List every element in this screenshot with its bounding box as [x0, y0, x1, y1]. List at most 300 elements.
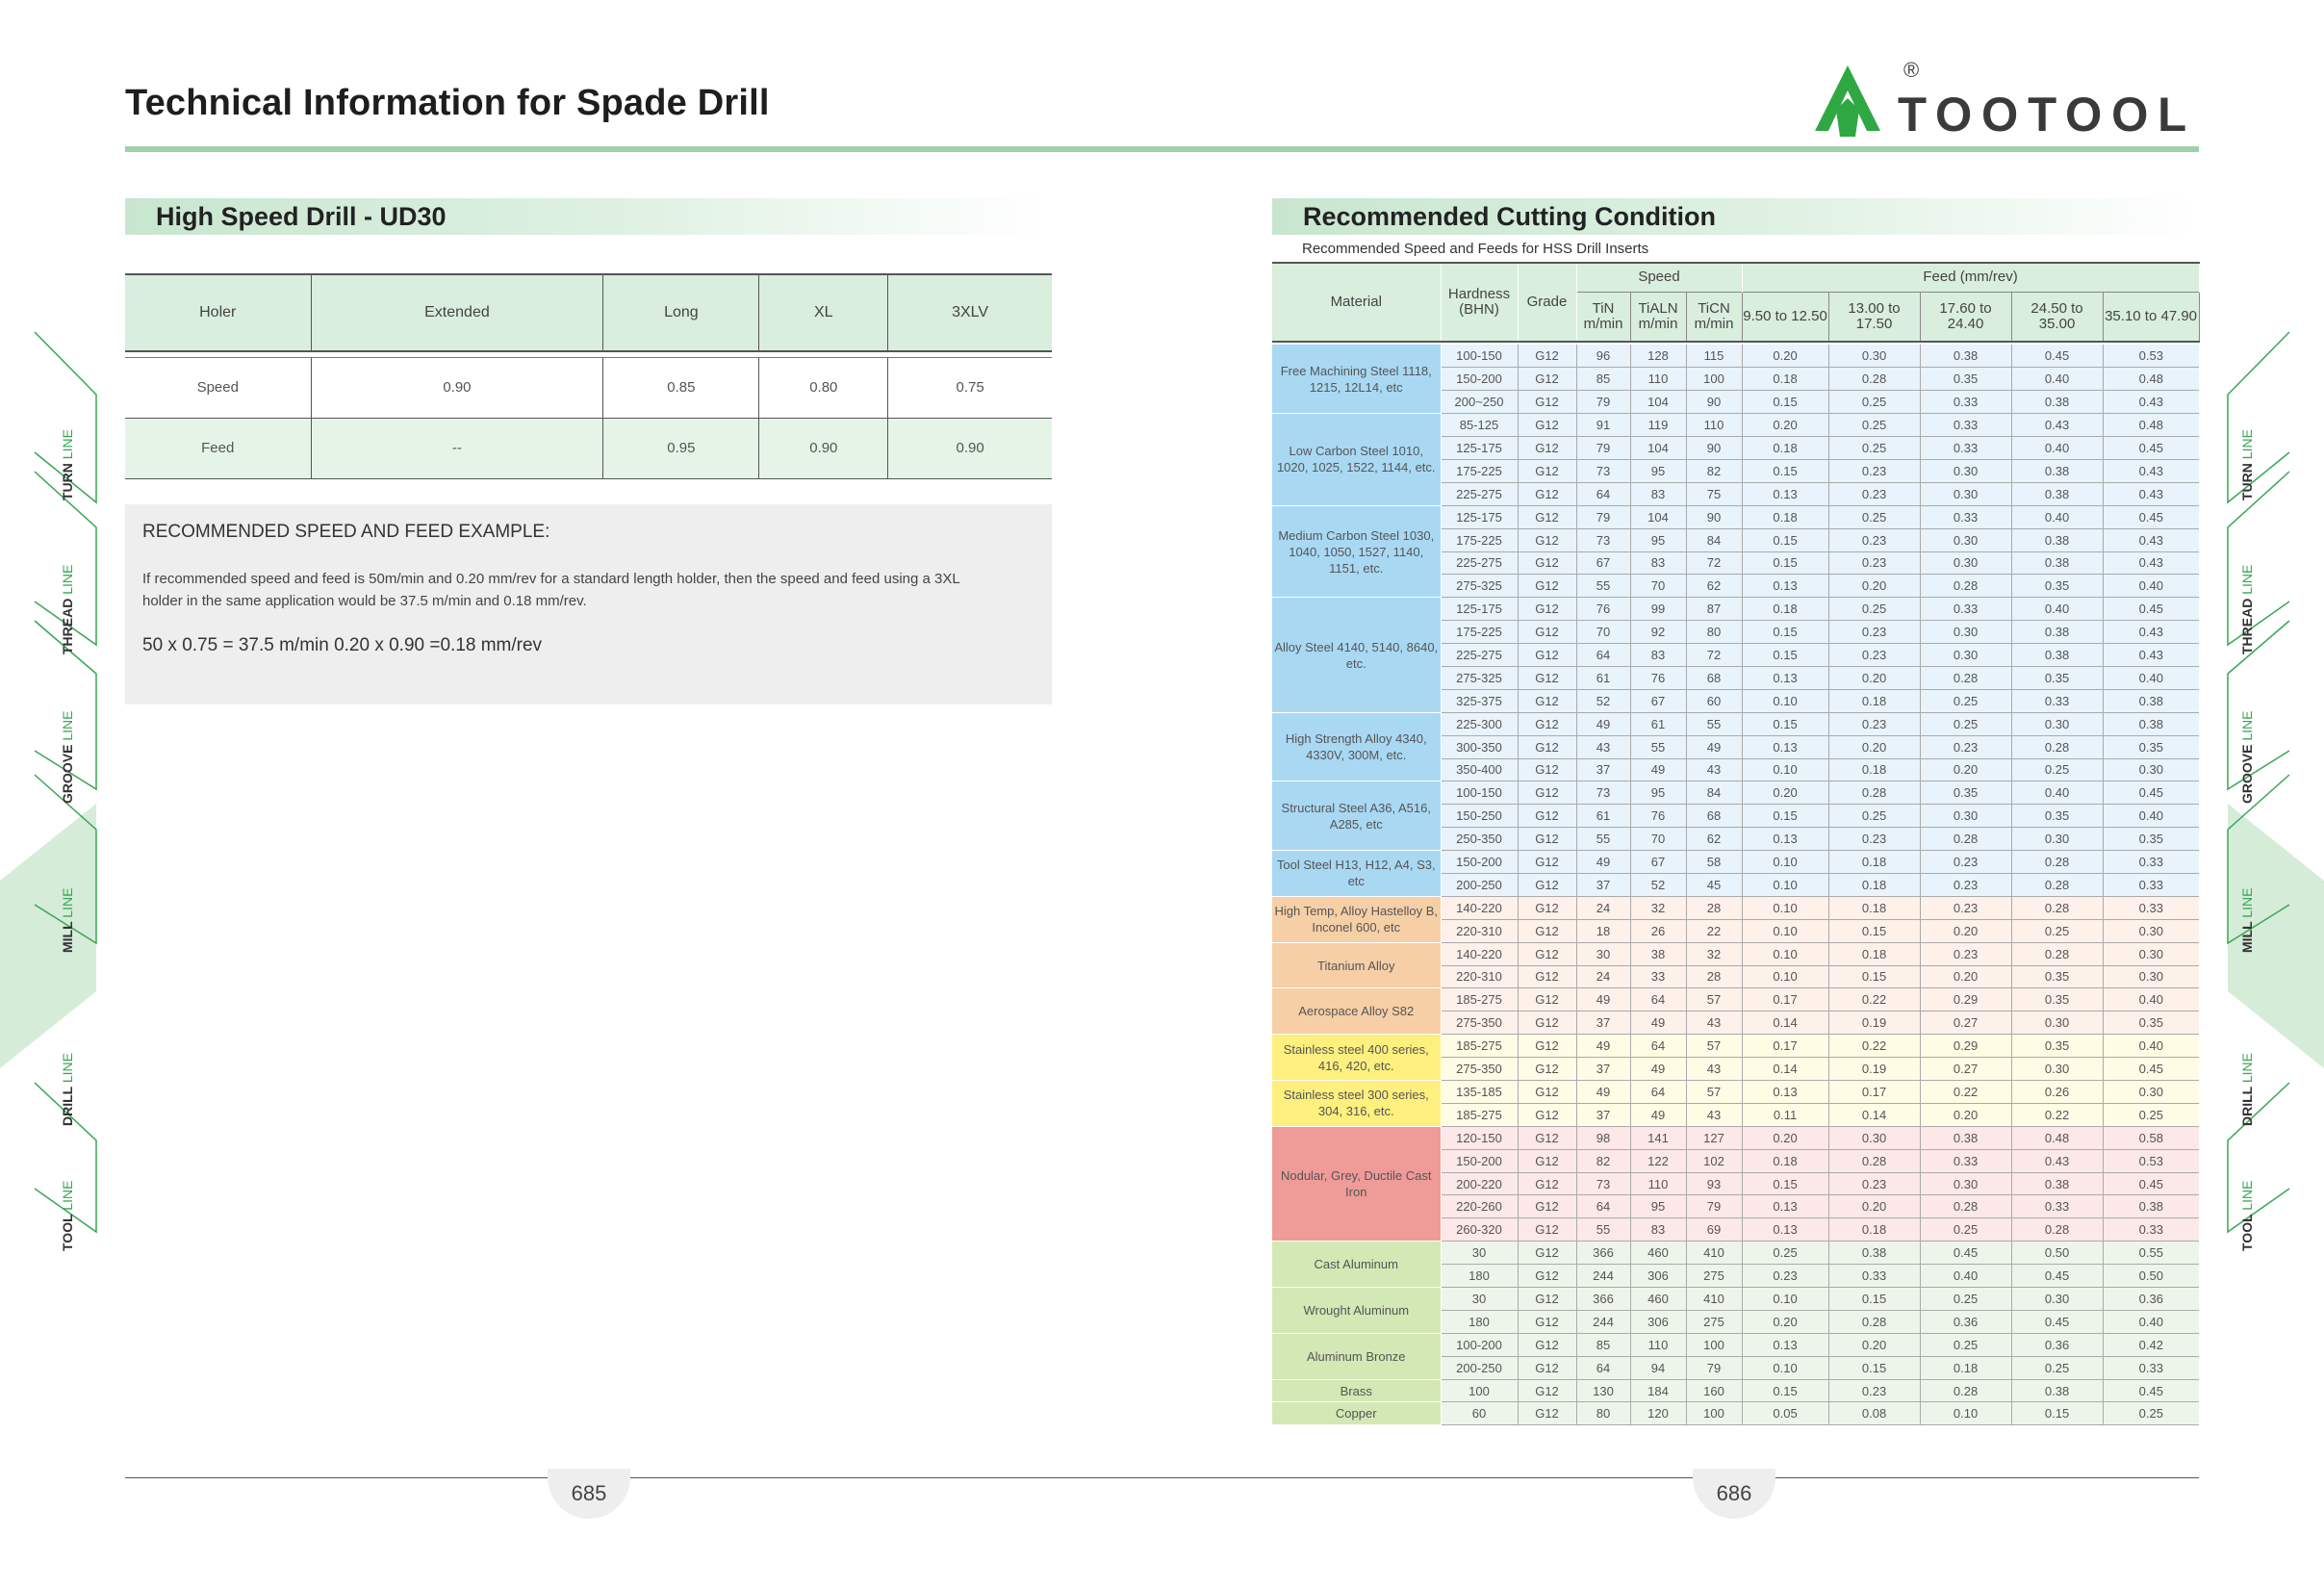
- speed-header: Speed: [1576, 263, 1742, 292]
- tab-drill-line[interactable]: [2239, 1053, 2255, 1126]
- table-cell: 0.23: [1828, 1172, 1920, 1195]
- tab-label-bold: GROOVE: [2239, 744, 2255, 804]
- table-cell: 0.33: [2103, 873, 2199, 896]
- table-cell: 0.28: [1920, 575, 2011, 598]
- feed-col-header: 17.60 to 24.40: [1920, 292, 2011, 342]
- table-cell: G12: [1518, 1218, 1576, 1242]
- table-cell: 0.08: [1828, 1402, 1920, 1425]
- tab-label-bold: TURN: [60, 463, 75, 500]
- table-cell: 95: [1630, 1195, 1686, 1218]
- table-cell: G12: [1518, 551, 1576, 575]
- table-cell: 0.29: [1920, 988, 2011, 1012]
- table-cell: 0.25: [2103, 1103, 2199, 1126]
- table-cell: 0.33: [1920, 505, 2011, 528]
- tab-turn-line[interactable]: [2239, 429, 2255, 500]
- table-cell: 0.20: [1828, 1333, 1920, 1356]
- table-cell: 43: [1686, 1012, 1742, 1035]
- table-cell: 32: [1630, 896, 1686, 919]
- table-cell: 366: [1576, 1242, 1630, 1265]
- table-cell: 275: [1686, 1310, 1742, 1333]
- table-cell: 0.15: [1828, 919, 1920, 942]
- tab-drill-line[interactable]: [60, 1053, 75, 1126]
- table-cell: 0.38: [2011, 1379, 2103, 1402]
- table-cell: 150-200: [1441, 1149, 1518, 1172]
- table-cell: 0.20: [1828, 1195, 1920, 1218]
- table-cell: 0.45: [2103, 1058, 2199, 1081]
- table-cell: 33: [1630, 965, 1686, 988]
- table-cell: G12: [1518, 781, 1576, 805]
- table-cell: 0.35: [2011, 1035, 2103, 1058]
- table-cell: 0.35: [1920, 368, 2011, 391]
- table-cell: 0.38: [2011, 551, 2103, 575]
- table-cell: 260-320: [1441, 1218, 1518, 1242]
- table-row: [1272, 345, 2199, 368]
- table-cell: 0.29: [1920, 1035, 2011, 1058]
- tab-label-line: LINE: [60, 1180, 75, 1211]
- table-cell: 0.28: [1920, 1379, 2011, 1402]
- material-cell: Free Machining Steel 1118, 1215, 12L14, etc: [1272, 345, 1441, 414]
- table-cell: 175-225: [1441, 528, 1518, 551]
- table-cell: 0.18: [1920, 1356, 2011, 1379]
- table-cell: 0.35: [2103, 828, 2199, 851]
- table-cell: 0.18: [1828, 689, 1920, 712]
- table-cell: 0.28: [1920, 666, 2011, 689]
- tab-label-line: LINE: [2239, 1180, 2255, 1211]
- table-cell: 64: [1630, 988, 1686, 1012]
- material-cell: Aerospace Alloy S82: [1272, 988, 1441, 1035]
- table-cell: 0.10: [1742, 919, 1828, 942]
- material-cell: Structural Steel A36, A516, A285, etc: [1272, 781, 1441, 851]
- logo-registered: ®: [1903, 58, 1920, 82]
- table-cell: 0.33: [1920, 391, 2011, 414]
- table-cell: 0.13: [1742, 666, 1828, 689]
- table-cell: 0.17: [1828, 1081, 1920, 1104]
- table-cell: 0.17: [1742, 988, 1828, 1012]
- table-cell: 45: [1686, 873, 1742, 896]
- page-number-right: 686: [1693, 1469, 1775, 1519]
- tab-tool-line[interactable]: [2239, 1181, 2255, 1251]
- table-cell: G12: [1518, 758, 1576, 781]
- tab-thread-line[interactable]: [2239, 565, 2255, 654]
- table-cell: 0.18: [1742, 1149, 1828, 1172]
- table-cell: 0.23: [1828, 621, 1920, 644]
- table-cell: 0.42: [2103, 1333, 2199, 1356]
- table-cell: 0.40: [2011, 368, 2103, 391]
- table-cell: 37: [1576, 873, 1630, 896]
- table-cell: 0.10: [1742, 896, 1828, 919]
- table-cell: 0.45: [2011, 1310, 2103, 1333]
- table-cell: 0.18: [1828, 896, 1920, 919]
- table-cell: 0.33: [2103, 896, 2199, 919]
- table-cell: 0.05: [1742, 1402, 1828, 1425]
- table-cell: 0.50: [2103, 1265, 2199, 1288]
- table-cell: 79: [1576, 505, 1630, 528]
- table-cell: 275-325: [1441, 575, 1518, 598]
- table-cell: 250-350: [1441, 828, 1518, 851]
- table-cell: G12: [1518, 1126, 1576, 1149]
- table-cell: 0.30: [2011, 828, 2103, 851]
- table-row: [1272, 1081, 2199, 1104]
- table-cell: 141: [1630, 1126, 1686, 1149]
- table-cell: 26: [1630, 919, 1686, 942]
- table-cell: 150-250: [1441, 805, 1518, 828]
- table-cell: 0.30: [1828, 345, 1920, 368]
- table-cell: 0.33: [1920, 437, 2011, 460]
- table-cell: 0.25: [1920, 689, 2011, 712]
- table-cell: 0.45: [2103, 1379, 2199, 1402]
- tab-thread-line[interactable]: [60, 565, 75, 654]
- table-cell: G12: [1518, 1035, 1576, 1058]
- table-cell: 52: [1576, 689, 1630, 712]
- table-cell: 43: [1686, 1058, 1742, 1081]
- table-cell: 100: [1686, 368, 1742, 391]
- table-cell: 102: [1686, 1149, 1742, 1172]
- left-section-title: High Speed Drill - UD30: [125, 198, 1049, 235]
- table-cell: 0.20: [1742, 1310, 1828, 1333]
- table-cell: 128: [1630, 345, 1686, 368]
- tab-mill-line[interactable]: [2239, 888, 2255, 953]
- table-cell: 0.45: [2103, 437, 2199, 460]
- table-row: [1272, 851, 2199, 874]
- tab-groove-line[interactable]: [2239, 711, 2255, 804]
- table-cell: 0.38: [2103, 689, 2199, 712]
- table-cell: 0.38: [1828, 1242, 1920, 1265]
- table-cell: 185-275: [1441, 1103, 1518, 1126]
- table-cell: 0.13: [1742, 1081, 1828, 1104]
- table-cell: 0.23: [1828, 482, 1920, 505]
- table-cell: 30: [1576, 942, 1630, 965]
- table-cell: 38: [1630, 942, 1686, 965]
- table-cell: 0.38: [2011, 459, 2103, 482]
- table-cell: 49: [1576, 1081, 1630, 1104]
- table-cell: 175-225: [1441, 621, 1518, 644]
- table-cell: 0.43: [2103, 644, 2199, 667]
- table-cell: 306: [1630, 1310, 1686, 1333]
- material-cell: Brass: [1272, 1379, 1441, 1402]
- table-cell: 0.30: [1920, 621, 2011, 644]
- table-cell: 0.25: [1742, 1242, 1828, 1265]
- table-cell: 0.43: [2103, 528, 2199, 551]
- table-cell: 0.23: [1742, 1265, 1828, 1288]
- table-cell: 0.25: [1828, 805, 1920, 828]
- table-cell: 275: [1686, 1265, 1742, 1288]
- table-cell: 0.23: [1828, 551, 1920, 575]
- table-cell: Speed: [125, 357, 311, 418]
- table-cell: 49: [1576, 712, 1630, 735]
- table-row: [1272, 988, 2199, 1012]
- table-cell: 244: [1576, 1310, 1630, 1333]
- table-cell: 0.10: [1742, 1288, 1828, 1311]
- side-tabs-right: [2218, 327, 2324, 1299]
- table-cell: 0.45: [1920, 1242, 2011, 1265]
- material-header: Material: [1272, 263, 1441, 342]
- table-cell: 0.23: [1828, 712, 1920, 735]
- table-cell: G12: [1518, 1379, 1576, 1402]
- table-cell: 0.18: [1742, 505, 1828, 528]
- cutting-table-subtitle: Recommended Speed and Feeds for HSS Drill Inserts: [1302, 241, 1649, 257]
- table-cell: 0.15: [1742, 1172, 1828, 1195]
- table-cell: 110: [1630, 368, 1686, 391]
- tab-label-line: LINE: [2239, 1053, 2255, 1084]
- tab-label-line: LINE: [2239, 564, 2255, 595]
- table-cell: 0.23: [1828, 828, 1920, 851]
- table-cell: 67: [1576, 551, 1630, 575]
- table-cell: 67: [1630, 851, 1686, 874]
- table-cell: 0.30: [1920, 528, 2011, 551]
- table-row: [1272, 1333, 2199, 1356]
- table-cell: 0.25: [2011, 758, 2103, 781]
- table-cell: 70: [1630, 828, 1686, 851]
- table-cell: 0.28: [1828, 1149, 1920, 1172]
- tab-label-bold: GROOVE: [60, 744, 75, 804]
- table-cell: 83: [1630, 482, 1686, 505]
- table-cell: 82: [1576, 1149, 1630, 1172]
- tab-tool-line[interactable]: [60, 1181, 75, 1251]
- table-cell: 0.25: [2011, 919, 2103, 942]
- table-cell: 0.22: [1920, 1081, 2011, 1104]
- table-cell: 64: [1576, 644, 1630, 667]
- table-cell: 100: [1686, 1333, 1742, 1356]
- table-cell: 80: [1576, 1402, 1630, 1425]
- table-cell: 0.40: [2011, 598, 2103, 621]
- table-cell: 0.14: [1742, 1012, 1828, 1035]
- table-cell: 0.28: [1828, 368, 1920, 391]
- table-cell: 0.55: [2103, 1242, 2199, 1265]
- table-cell: 76: [1630, 805, 1686, 828]
- table-cell: 184: [1630, 1379, 1686, 1402]
- table-cell: 55: [1576, 828, 1630, 851]
- table-cell: 0.10: [1742, 873, 1828, 896]
- table-cell: 37: [1576, 1103, 1630, 1126]
- table-cell: 90: [1686, 437, 1742, 460]
- speed-col-header: TiN m/min: [1576, 292, 1630, 342]
- table-cell: 32: [1686, 942, 1742, 965]
- table-row: [1272, 1242, 2199, 1265]
- table-cell: 43: [1686, 1103, 1742, 1126]
- table-cell: 0.28: [2011, 942, 2103, 965]
- table-cell: 18: [1576, 919, 1630, 942]
- table-cell: 0.28: [1828, 781, 1920, 805]
- table-cell: 0.40: [2011, 505, 2103, 528]
- table-cell: 68: [1686, 666, 1742, 689]
- table-cell: Feed: [125, 418, 311, 478]
- table-cell: 55: [1630, 735, 1686, 758]
- feed-col-header: 24.50 to 35.00: [2011, 292, 2103, 342]
- table-cell: 110: [1686, 414, 1742, 437]
- table-cell: 28: [1686, 896, 1742, 919]
- table-cell: 70: [1630, 575, 1686, 598]
- table-cell: 64: [1630, 1035, 1686, 1058]
- table-cell: 64: [1576, 482, 1630, 505]
- table-row: [1272, 1288, 2199, 1311]
- table-cell: G12: [1518, 1288, 1576, 1311]
- table-cell: 0.23: [1920, 942, 2011, 965]
- table-cell: 0.38: [1920, 345, 2011, 368]
- table-cell: 0.28: [1920, 1195, 2011, 1218]
- table-cell: 0.20: [1920, 1103, 2011, 1126]
- table-cell: 0.13: [1742, 482, 1828, 505]
- grade-header: Grade: [1518, 263, 1576, 342]
- tab-label-line: LINE: [60, 887, 75, 918]
- tab-mill-line[interactable]: [60, 888, 75, 953]
- table-cell: 0.15: [1742, 644, 1828, 667]
- table-cell: 0.38: [1920, 1126, 2011, 1149]
- table-cell: G12: [1518, 1333, 1576, 1356]
- table-cell: 0.38: [2011, 644, 2103, 667]
- table-cell: 0.18: [1828, 758, 1920, 781]
- table-cell: 0.28: [2011, 851, 2103, 874]
- tab-label-line: LINE: [60, 1053, 75, 1084]
- table-cell: 57: [1686, 1035, 1742, 1058]
- table-cell: 0.40: [2103, 1310, 2199, 1333]
- tab-turn-line[interactable]: [60, 429, 75, 500]
- table-cell: 22: [1686, 919, 1742, 942]
- table-cell: 200~250: [1441, 391, 1518, 414]
- table-cell: 24: [1576, 896, 1630, 919]
- table-cell: 110: [1630, 1172, 1686, 1195]
- table-cell: 76: [1576, 598, 1630, 621]
- table-cell: G12: [1518, 528, 1576, 551]
- tab-label-bold: TOOL: [2239, 1214, 2255, 1251]
- table-cell: 220-310: [1441, 965, 1518, 988]
- holder-header: Extended: [311, 274, 603, 351]
- table-cell: 0.30: [2103, 919, 2199, 942]
- table-cell: 0.45: [2103, 598, 2199, 621]
- table-cell: 0.22: [1828, 1035, 1920, 1058]
- table-cell: 0.48: [2011, 1126, 2103, 1149]
- table-cell: 70: [1576, 621, 1630, 644]
- tab-label-bold: MILL: [2239, 921, 2255, 953]
- tab-label-line: LINE: [60, 710, 75, 741]
- table-cell: 0.25: [1920, 1288, 2011, 1311]
- table-cell: 0.25: [1920, 712, 2011, 735]
- table-cell: 0.30: [2011, 1058, 2103, 1081]
- table-cell: 0.33: [2011, 1195, 2103, 1218]
- table-cell: 49: [1630, 1103, 1686, 1126]
- table-cell: 0.30: [1920, 459, 2011, 482]
- table-cell: 0.22: [2011, 1103, 2103, 1126]
- table-cell: 150-200: [1441, 851, 1518, 874]
- table-cell: 0.15: [1742, 459, 1828, 482]
- table-cell: 0.11: [1742, 1103, 1828, 1126]
- table-row: [125, 357, 1052, 418]
- holder-header: Long: [603, 274, 759, 351]
- table-cell: G12: [1518, 1310, 1576, 1333]
- table-cell: 0.23: [1920, 896, 2011, 919]
- table-cell: 73: [1576, 459, 1630, 482]
- table-cell: 0.10: [1742, 851, 1828, 874]
- table-cell: 0.43: [2103, 391, 2199, 414]
- table-cell: 0.20: [1742, 414, 1828, 437]
- table-row: [1272, 1379, 2199, 1402]
- table-cell: G12: [1518, 1265, 1576, 1288]
- table-cell: 0.27: [1920, 1012, 2011, 1035]
- table-cell: 225-300: [1441, 712, 1518, 735]
- table-cell: 0.35: [2011, 575, 2103, 598]
- table-cell: 0.18: [1742, 437, 1828, 460]
- table-cell: 49: [1686, 735, 1742, 758]
- material-cell: Nodular, Grey, Ductile Cast Iron: [1272, 1126, 1441, 1241]
- table-cell: 68: [1686, 805, 1742, 828]
- table-cell: 98: [1576, 1126, 1630, 1149]
- tab-groove-line[interactable]: [60, 711, 75, 804]
- table-cell: 72: [1686, 644, 1742, 667]
- table-cell: 0.43: [2103, 551, 2199, 575]
- table-cell: 185-275: [1441, 1035, 1518, 1058]
- table-cell: 0.30: [2103, 1081, 2199, 1104]
- table-cell: 0.17: [1742, 1035, 1828, 1058]
- table-cell: 220-260: [1441, 1195, 1518, 1218]
- table-cell: 0.45: [2011, 345, 2103, 368]
- table-cell: 84: [1686, 781, 1742, 805]
- material-cell: Tool Steel H13, H12, A4, S3, etc: [1272, 851, 1441, 897]
- tab-label-bold: DRILL: [60, 1087, 75, 1126]
- table-cell: 325-375: [1441, 689, 1518, 712]
- table-cell: 0.30: [1828, 1126, 1920, 1149]
- table-cell: 0.35: [2103, 735, 2199, 758]
- tab-label-line: LINE: [2239, 429, 2255, 460]
- table-row: [1272, 781, 2199, 805]
- table-cell: 0.13: [1742, 1333, 1828, 1356]
- speed-col-header: TiCN m/min: [1686, 292, 1742, 342]
- table-cell: 0.26: [2011, 1081, 2103, 1104]
- table-cell: 120-150: [1441, 1126, 1518, 1149]
- table-cell: 0.30: [1920, 644, 2011, 667]
- table-cell: 69: [1686, 1218, 1742, 1242]
- table-cell: G12: [1518, 988, 1576, 1012]
- table-cell: 125-175: [1441, 598, 1518, 621]
- table-cell: 0.15: [1742, 528, 1828, 551]
- feed-header: Feed (mm/rev): [1742, 263, 2199, 292]
- table-cell: 0.18: [1828, 851, 1920, 874]
- table-cell: 0.23: [1828, 644, 1920, 667]
- table-cell: 0.20: [1742, 345, 1828, 368]
- table-cell: G12: [1518, 575, 1576, 598]
- table-cell: G12: [1518, 1058, 1576, 1081]
- table-cell: 91: [1576, 414, 1630, 437]
- table-cell: 0.45: [2103, 1172, 2199, 1195]
- table-cell: 0.23: [1920, 851, 2011, 874]
- table-cell: 0.33: [1828, 1265, 1920, 1288]
- table-cell: 49: [1630, 758, 1686, 781]
- table-cell: 43: [1686, 758, 1742, 781]
- table-cell: 95: [1630, 528, 1686, 551]
- table-cell: 110: [1630, 1333, 1686, 1356]
- table-cell: 52: [1630, 873, 1686, 896]
- table-cell: 0.15: [1828, 965, 1920, 988]
- table-cell: 410: [1686, 1242, 1742, 1265]
- table-cell: 127: [1686, 1126, 1742, 1149]
- table-cell: 0.40: [2103, 666, 2199, 689]
- table-cell: 0.25: [1828, 505, 1920, 528]
- table-cell: 0.53: [2103, 1149, 2199, 1172]
- table-cell: 79: [1686, 1195, 1742, 1218]
- table-cell: 0.23: [1828, 1379, 1920, 1402]
- table-cell: 0.30: [1920, 1172, 2011, 1195]
- table-cell: 84: [1686, 528, 1742, 551]
- table-cell: 0.23: [1920, 873, 2011, 896]
- table-cell: 0.35: [2103, 1012, 2199, 1035]
- table-cell: 0.15: [1742, 805, 1828, 828]
- table-cell: 24: [1576, 965, 1630, 988]
- table-row: [125, 418, 1052, 478]
- table-cell: 0.33: [2103, 1218, 2199, 1242]
- table-cell: G12: [1518, 1402, 1576, 1425]
- table-cell: 60: [1686, 689, 1742, 712]
- example-heading: RECOMMENDED SPEED AND FEED EXAMPLE:: [142, 522, 550, 542]
- table-cell: 0.35: [1920, 781, 2011, 805]
- table-cell: 73: [1576, 781, 1630, 805]
